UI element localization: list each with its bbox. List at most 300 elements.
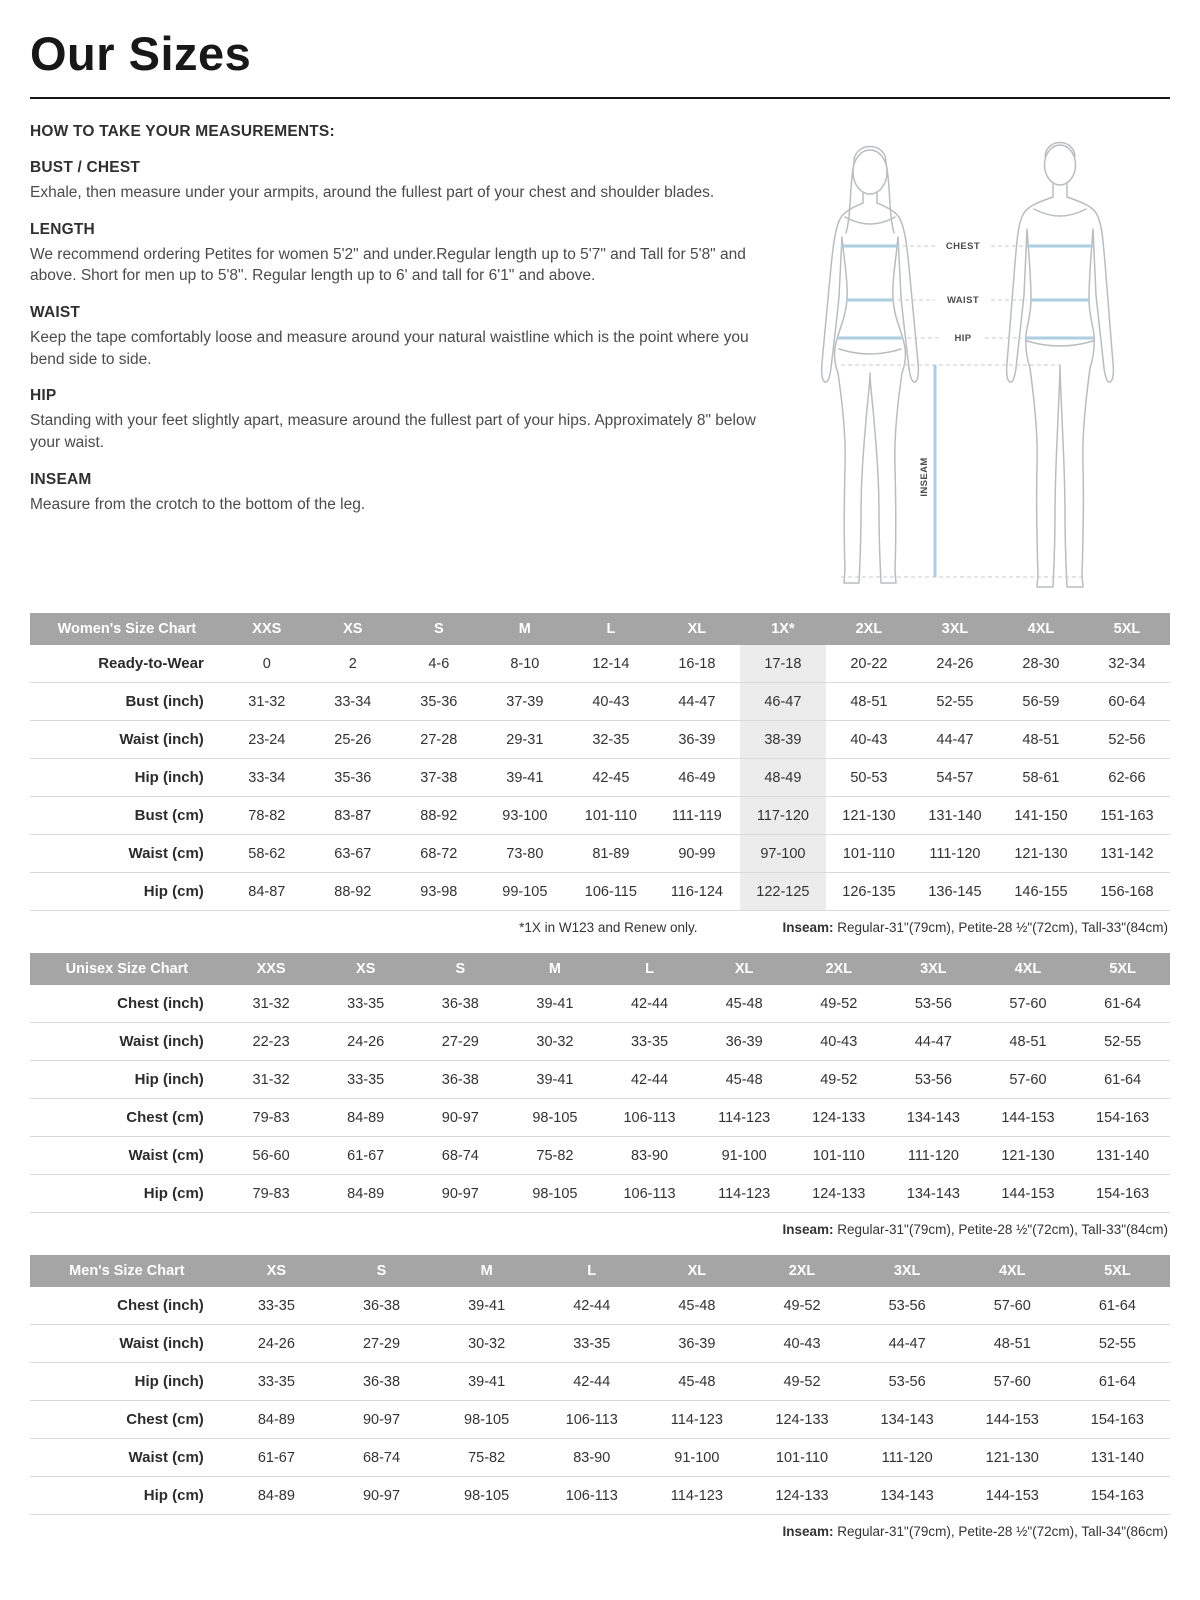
column-header: XXS xyxy=(224,613,310,645)
size-cell: 114-123 xyxy=(644,1401,749,1439)
table-row xyxy=(30,1099,1170,1137)
size-cell: 98-105 xyxy=(508,1099,603,1137)
instruction-text: We recommend ordering Petites for women 5'2" and under.Regular length up to 5'7" and Tall for 5'8" and above. Short for men up to 5'8". Regular length up to 6' and tall for 6'1" and above. xyxy=(30,245,746,285)
size-cell: 50-53 xyxy=(826,759,912,797)
size-cell: 22-23 xyxy=(224,1023,319,1061)
instruction-title: WAIST xyxy=(30,304,81,322)
row-label: Chest (cm) xyxy=(30,1401,224,1439)
column-header: 3XL xyxy=(886,953,981,985)
size-cell: 81-89 xyxy=(568,835,654,873)
size-cell: 48-51 xyxy=(960,1325,1065,1363)
size-cell: 33-35 xyxy=(224,1287,329,1325)
size-cell: 27-29 xyxy=(413,1023,508,1061)
instruction-bust-chest xyxy=(30,159,765,204)
size-cell: 53-56 xyxy=(855,1363,960,1401)
size-cell: 39-41 xyxy=(434,1363,539,1401)
size-cell: 121-130 xyxy=(960,1439,1065,1477)
size-cell: 32-35 xyxy=(568,721,654,759)
size-cell: 75-82 xyxy=(434,1439,539,1477)
table-row xyxy=(30,683,1170,721)
column-header: 4XL xyxy=(960,1255,1065,1287)
size-cell: 0 xyxy=(224,645,310,683)
size-cell: 84-87 xyxy=(224,873,310,911)
size-cell: 114-123 xyxy=(697,1175,792,1213)
size-cell: 106-113 xyxy=(539,1477,644,1515)
size-cell: 33-35 xyxy=(318,1061,413,1099)
size-cell: 154-163 xyxy=(1065,1477,1170,1515)
size-cell: 42-45 xyxy=(568,759,654,797)
column-header: 4XL xyxy=(981,953,1076,985)
instruction-waist xyxy=(30,304,765,370)
size-cell: 116-124 xyxy=(654,873,740,911)
size-cell: 84-89 xyxy=(224,1477,329,1515)
column-header: XS xyxy=(310,613,396,645)
instruction-inseam xyxy=(30,471,765,516)
row-label: Waist (cm) xyxy=(30,835,224,873)
column-header: S xyxy=(329,1255,434,1287)
size-cell: 57-60 xyxy=(981,1061,1076,1099)
table-row xyxy=(30,759,1170,797)
instruction-title: BUST / CHEST xyxy=(30,159,141,176)
size-cell: 101-110 xyxy=(826,835,912,873)
size-cell: 24-26 xyxy=(912,645,998,683)
size-cell: 90-97 xyxy=(329,1401,434,1439)
table-footnote: Inseam: Regular-31"(79cm), Petite-28 ½"(72cm), Tall-33"(84cm) xyxy=(782,920,1168,935)
size-cell: 33-35 xyxy=(318,985,413,1023)
page-title: Our Sizes xyxy=(30,27,252,80)
table-footnote: *1X in W123 and Renew only. xyxy=(519,920,698,935)
size-cell: 46-47 xyxy=(740,683,826,721)
instruction-title: LENGTH xyxy=(30,220,95,238)
size-cell: 44-47 xyxy=(912,721,998,759)
size-cell: 106-115 xyxy=(568,873,654,911)
row-label: Bust (cm) xyxy=(30,797,224,835)
size-cell: 141-150 xyxy=(998,797,1084,835)
size-cell: 57-60 xyxy=(960,1287,1065,1325)
size-cell: 90-97 xyxy=(413,1099,508,1137)
size-cell: 124-133 xyxy=(749,1401,854,1439)
size-cell: 56-60 xyxy=(224,1137,319,1175)
size-cell: 99-105 xyxy=(482,873,568,911)
unisex-table-footnotes xyxy=(30,1213,1170,1239)
size-cell: 57-60 xyxy=(981,985,1076,1023)
size-cell: 25-26 xyxy=(310,721,396,759)
size-cell: 134-143 xyxy=(855,1477,960,1515)
row-label: Waist (inch) xyxy=(30,1023,224,1061)
size-cell: 68-74 xyxy=(413,1137,508,1175)
size-cell: 20-22 xyxy=(826,645,912,683)
size-cell: 46-49 xyxy=(654,759,740,797)
row-label: Hip (inch) xyxy=(30,1061,224,1099)
size-cell: 31-32 xyxy=(224,1061,319,1099)
row-label: Hip (inch) xyxy=(30,1363,224,1401)
column-header: XS xyxy=(318,953,413,985)
size-cell: 31-32 xyxy=(224,985,319,1023)
size-cell: 134-143 xyxy=(855,1401,960,1439)
size-cell: 124-133 xyxy=(749,1477,854,1515)
table-header-row xyxy=(30,953,1170,985)
size-cell: 101-110 xyxy=(791,1137,886,1175)
size-cell: 91-100 xyxy=(697,1137,792,1175)
column-header: S xyxy=(413,953,508,985)
table-row xyxy=(30,1061,1170,1099)
row-label: Chest (cm) xyxy=(30,1099,224,1137)
instruction-hip xyxy=(30,387,765,453)
size-cell: 131-140 xyxy=(912,797,998,835)
size-cell: 121-130 xyxy=(981,1137,1076,1175)
size-cell: 61-67 xyxy=(224,1439,329,1477)
unisex-size-chart-table xyxy=(30,953,1170,1213)
size-cell: 63-67 xyxy=(310,835,396,873)
column-header: L xyxy=(602,953,697,985)
size-cell: 131-142 xyxy=(1084,835,1170,873)
size-cell: 45-48 xyxy=(644,1363,749,1401)
size-cell: 36-38 xyxy=(413,985,508,1023)
table-header-row xyxy=(30,613,1170,645)
size-cell: 42-44 xyxy=(602,985,697,1023)
size-cell: 33-34 xyxy=(224,759,310,797)
row-label: Ready-to-Wear xyxy=(30,645,224,683)
size-cell: 37-39 xyxy=(482,683,568,721)
size-cell: 62-66 xyxy=(1084,759,1170,797)
row-label: Chest (inch) xyxy=(30,1287,224,1325)
row-label: Hip (cm) xyxy=(30,1175,224,1213)
size-cell: 56-59 xyxy=(998,683,1084,721)
size-cell: 126-135 xyxy=(826,873,912,911)
size-cell: 83-90 xyxy=(539,1439,644,1477)
size-cell: 36-39 xyxy=(697,1023,792,1061)
row-label: Bust (inch) xyxy=(30,683,224,721)
size-cell: 49-52 xyxy=(791,985,886,1023)
size-cell: 33-35 xyxy=(539,1325,644,1363)
size-cell: 32-34 xyxy=(1084,645,1170,683)
table-row xyxy=(30,1401,1170,1439)
size-cell: 83-87 xyxy=(310,797,396,835)
size-cell: 52-55 xyxy=(1065,1325,1170,1363)
column-header: XL xyxy=(697,953,792,985)
men-table-footnotes xyxy=(30,1515,1170,1541)
column-header: S xyxy=(396,613,482,645)
size-cell: 124-133 xyxy=(791,1175,886,1213)
size-cell: 84-89 xyxy=(224,1401,329,1439)
size-cell: 90-97 xyxy=(413,1175,508,1213)
size-cell: 61-64 xyxy=(1065,1363,1170,1401)
inseam-label: INSEAM xyxy=(919,457,930,497)
size-cell: 45-48 xyxy=(644,1287,749,1325)
size-cell: 40-43 xyxy=(568,683,654,721)
women-table-footnotes xyxy=(30,911,1170,937)
size-cell: 33-35 xyxy=(602,1023,697,1061)
size-cell: 54-57 xyxy=(912,759,998,797)
size-cell: 88-92 xyxy=(396,797,482,835)
size-cell: 156-168 xyxy=(1084,873,1170,911)
column-header: XXS xyxy=(224,953,319,985)
table-row xyxy=(30,797,1170,835)
size-cell: 144-153 xyxy=(981,1099,1076,1137)
size-cell: 111-119 xyxy=(654,797,740,835)
size-cell: 42-44 xyxy=(602,1061,697,1099)
size-cell: 57-60 xyxy=(960,1363,1065,1401)
column-header: M xyxy=(434,1255,539,1287)
size-cell: 30-32 xyxy=(508,1023,603,1061)
row-label: Hip (cm) xyxy=(30,1477,224,1515)
row-label: Waist (inch) xyxy=(30,1325,224,1363)
size-cell: 45-48 xyxy=(697,1061,792,1099)
size-cell: 44-47 xyxy=(886,1023,981,1061)
size-cell: 35-36 xyxy=(396,683,482,721)
size-cell: 40-43 xyxy=(791,1023,886,1061)
table-title: Unisex Size Chart xyxy=(30,953,224,985)
size-cell: 117-120 xyxy=(740,797,826,835)
size-cell: 28-30 xyxy=(998,645,1084,683)
size-cell: 16-18 xyxy=(654,645,740,683)
column-header: 5XL xyxy=(1084,613,1170,645)
table-title: Men's Size Chart xyxy=(30,1255,224,1287)
table-row xyxy=(30,1477,1170,1515)
size-cell: 131-140 xyxy=(1065,1439,1170,1477)
hip-label: HIP xyxy=(954,333,972,344)
size-cell: 40-43 xyxy=(826,721,912,759)
size-cell: 36-39 xyxy=(654,721,740,759)
size-cell: 151-163 xyxy=(1084,797,1170,835)
column-header: 5XL xyxy=(1065,1255,1170,1287)
unisex-size-chart-section xyxy=(30,953,1170,1239)
size-cell: 36-39 xyxy=(644,1325,749,1363)
title-divider xyxy=(30,97,1170,99)
size-cell: 49-52 xyxy=(749,1287,854,1325)
size-cell: 53-56 xyxy=(886,1061,981,1099)
table-row xyxy=(30,1439,1170,1477)
size-cell: 4-6 xyxy=(396,645,482,683)
size-cell: 42-44 xyxy=(539,1363,644,1401)
instruction-title: INSEAM xyxy=(30,470,92,488)
size-cell: 61-64 xyxy=(1065,1287,1170,1325)
row-label: Waist (cm) xyxy=(30,1137,224,1175)
size-cell: 53-56 xyxy=(886,985,981,1023)
column-header: M xyxy=(508,953,603,985)
size-cell: 106-113 xyxy=(539,1401,644,1439)
table-row xyxy=(30,873,1170,911)
column-header: M xyxy=(482,613,568,645)
size-cell: 17-18 xyxy=(740,645,826,683)
size-cell: 8-10 xyxy=(482,645,568,683)
body-measurement-diagram xyxy=(775,125,1160,602)
size-cell: 114-123 xyxy=(644,1477,749,1515)
size-cell: 29-31 xyxy=(482,721,568,759)
women-size-chart-section xyxy=(30,613,1170,937)
measurement-instructions xyxy=(30,123,765,607)
table-row xyxy=(30,721,1170,759)
size-cell: 98-105 xyxy=(434,1401,539,1439)
table-header-row xyxy=(30,1255,1170,1287)
column-header: 5XL xyxy=(1075,953,1170,985)
table-row xyxy=(30,1287,1170,1325)
column-header: L xyxy=(568,613,654,645)
size-cell: 84-89 xyxy=(318,1099,413,1137)
size-cell: 38-39 xyxy=(740,721,826,759)
size-cell: 36-38 xyxy=(329,1287,434,1325)
size-cell: 49-52 xyxy=(791,1061,886,1099)
size-cell: 39-41 xyxy=(482,759,568,797)
column-header: 2XL xyxy=(749,1255,854,1287)
size-cell: 84-89 xyxy=(318,1175,413,1213)
diagram-container xyxy=(775,123,1170,607)
size-cell: 39-41 xyxy=(508,985,603,1023)
size-cell: 79-83 xyxy=(224,1175,319,1213)
size-cell: 68-72 xyxy=(396,835,482,873)
size-cell: 98-105 xyxy=(434,1477,539,1515)
size-cell: 40-43 xyxy=(749,1325,854,1363)
size-cell: 111-120 xyxy=(886,1137,981,1175)
size-cell: 98-105 xyxy=(508,1175,603,1213)
column-header: 4XL xyxy=(998,613,1084,645)
table-footnote: Inseam: Regular-31"(79cm), Petite-28 ½"(72cm), Tall-33"(84cm) xyxy=(782,1222,1168,1237)
size-cell: 30-32 xyxy=(434,1325,539,1363)
size-cell: 146-155 xyxy=(998,873,1084,911)
table-row xyxy=(30,1023,1170,1061)
size-cell: 61-64 xyxy=(1075,1061,1170,1099)
measurement-guide-section xyxy=(30,123,1170,607)
size-cell: 124-133 xyxy=(791,1099,886,1137)
size-cell: 52-55 xyxy=(912,683,998,721)
size-cell: 111-120 xyxy=(912,835,998,873)
size-cell: 36-38 xyxy=(329,1363,434,1401)
size-cell: 122-125 xyxy=(740,873,826,911)
size-cell: 154-163 xyxy=(1075,1175,1170,1213)
column-header: 2XL xyxy=(826,613,912,645)
chest-label: CHEST xyxy=(945,241,981,252)
column-header: 1X* xyxy=(740,613,826,645)
size-cell: 106-113 xyxy=(602,1175,697,1213)
column-header: L xyxy=(539,1255,644,1287)
size-cell: 78-82 xyxy=(224,797,310,835)
size-cell: 48-51 xyxy=(981,1023,1076,1061)
table-row xyxy=(30,835,1170,873)
row-label: Hip (inch) xyxy=(30,759,224,797)
size-cell: 39-41 xyxy=(508,1061,603,1099)
size-cell: 91-100 xyxy=(644,1439,749,1477)
size-cell: 134-143 xyxy=(886,1175,981,1213)
instructions-heading: HOW TO TAKE YOUR MEASUREMENTS: xyxy=(30,123,335,140)
instruction-text: Exhale, then measure under your armpits, around the fullest part of your chest and shoulder blades. xyxy=(30,184,715,201)
size-cell: 48-51 xyxy=(998,721,1084,759)
size-cell: 121-130 xyxy=(998,835,1084,873)
size-cell: 48-49 xyxy=(740,759,826,797)
table-title: Women's Size Chart xyxy=(30,613,224,645)
size-cell: 52-55 xyxy=(1075,1023,1170,1061)
size-cell: 2 xyxy=(310,645,396,683)
measurement-labels xyxy=(919,241,980,497)
table-footnote: Inseam: Regular-31"(79cm), Petite-28 ½"(72cm), Tall-34"(86cm) xyxy=(782,1524,1168,1539)
size-cell: 114-123 xyxy=(697,1099,792,1137)
table-row xyxy=(30,985,1170,1023)
instruction-title: HIP xyxy=(30,387,57,405)
size-cell: 27-28 xyxy=(396,721,482,759)
size-cell: 90-97 xyxy=(329,1477,434,1515)
size-cell: 144-153 xyxy=(981,1175,1076,1213)
size-cell: 58-61 xyxy=(998,759,1084,797)
size-cell: 42-44 xyxy=(539,1287,644,1325)
size-cell: 68-74 xyxy=(329,1439,434,1477)
women-size-chart-table xyxy=(30,613,1170,911)
column-header: 3XL xyxy=(912,613,998,645)
size-cell: 111-120 xyxy=(855,1439,960,1477)
table-row xyxy=(30,1325,1170,1363)
instruction-length xyxy=(30,221,765,287)
size-cell: 23-24 xyxy=(224,721,310,759)
size-cell: 136-145 xyxy=(912,873,998,911)
size-cell: 39-41 xyxy=(434,1287,539,1325)
size-cell: 90-99 xyxy=(654,835,740,873)
table-row xyxy=(30,1175,1170,1213)
column-header: XL xyxy=(644,1255,749,1287)
size-cell: 48-51 xyxy=(826,683,912,721)
size-cell: 93-100 xyxy=(482,797,568,835)
size-cell: 79-83 xyxy=(224,1099,319,1137)
size-cell: 31-32 xyxy=(224,683,310,721)
size-cell: 35-36 xyxy=(310,759,396,797)
column-header: XS xyxy=(224,1255,329,1287)
instruction-text: Measure from the crotch to the bottom of the leg. xyxy=(30,495,366,513)
size-cell: 144-153 xyxy=(960,1477,1065,1515)
size-cell: 101-110 xyxy=(749,1439,854,1477)
row-label: Waist (inch) xyxy=(30,721,224,759)
men-size-chart-section xyxy=(30,1255,1170,1541)
size-cell: 44-47 xyxy=(654,683,740,721)
size-cell: 134-143 xyxy=(886,1099,981,1137)
size-cell: 24-26 xyxy=(224,1325,329,1363)
size-cell: 24-26 xyxy=(318,1023,413,1061)
table-row xyxy=(30,645,1170,683)
instruction-text: Standing with your feet slightly apart, measure around the fullest part of your hips. Approximately 8" below your waist. xyxy=(30,412,756,452)
table-row xyxy=(30,1137,1170,1175)
men-size-chart-table xyxy=(30,1255,1170,1515)
size-cell: 52-56 xyxy=(1084,721,1170,759)
column-header: 2XL xyxy=(791,953,886,985)
size-cell: 58-62 xyxy=(224,835,310,873)
size-cell: 154-163 xyxy=(1075,1099,1170,1137)
size-cell: 93-98 xyxy=(396,873,482,911)
instruction-text: Keep the tape comfortably loose and measure around your natural waistline which is the point where you bend side to side. xyxy=(30,329,749,368)
column-header: 3XL xyxy=(855,1255,960,1287)
size-cell: 36-38 xyxy=(413,1061,508,1099)
size-cell: 33-35 xyxy=(224,1363,329,1401)
size-cell: 44-47 xyxy=(855,1325,960,1363)
size-cell: 121-130 xyxy=(826,797,912,835)
size-cell: 27-29 xyxy=(329,1325,434,1363)
size-cell: 106-113 xyxy=(602,1099,697,1137)
size-cell: 33-34 xyxy=(310,683,396,721)
waist-label: WAIST xyxy=(946,295,980,306)
size-cell: 12-14 xyxy=(568,645,654,683)
size-cell: 49-52 xyxy=(749,1363,854,1401)
size-cell: 131-140 xyxy=(1075,1137,1170,1175)
column-header: XL xyxy=(654,613,740,645)
row-label: Waist (cm) xyxy=(30,1439,224,1477)
size-cell: 45-48 xyxy=(697,985,792,1023)
table-row xyxy=(30,1363,1170,1401)
size-cell: 73-80 xyxy=(482,835,568,873)
row-label: Chest (inch) xyxy=(30,985,224,1023)
size-cell: 37-38 xyxy=(396,759,482,797)
size-cell: 53-56 xyxy=(855,1287,960,1325)
row-label: Hip (cm) xyxy=(30,873,224,911)
size-cell: 60-64 xyxy=(1084,683,1170,721)
size-cell: 88-92 xyxy=(310,873,396,911)
size-cell: 97-100 xyxy=(740,835,826,873)
size-cell: 101-110 xyxy=(568,797,654,835)
size-cell: 83-90 xyxy=(602,1137,697,1175)
